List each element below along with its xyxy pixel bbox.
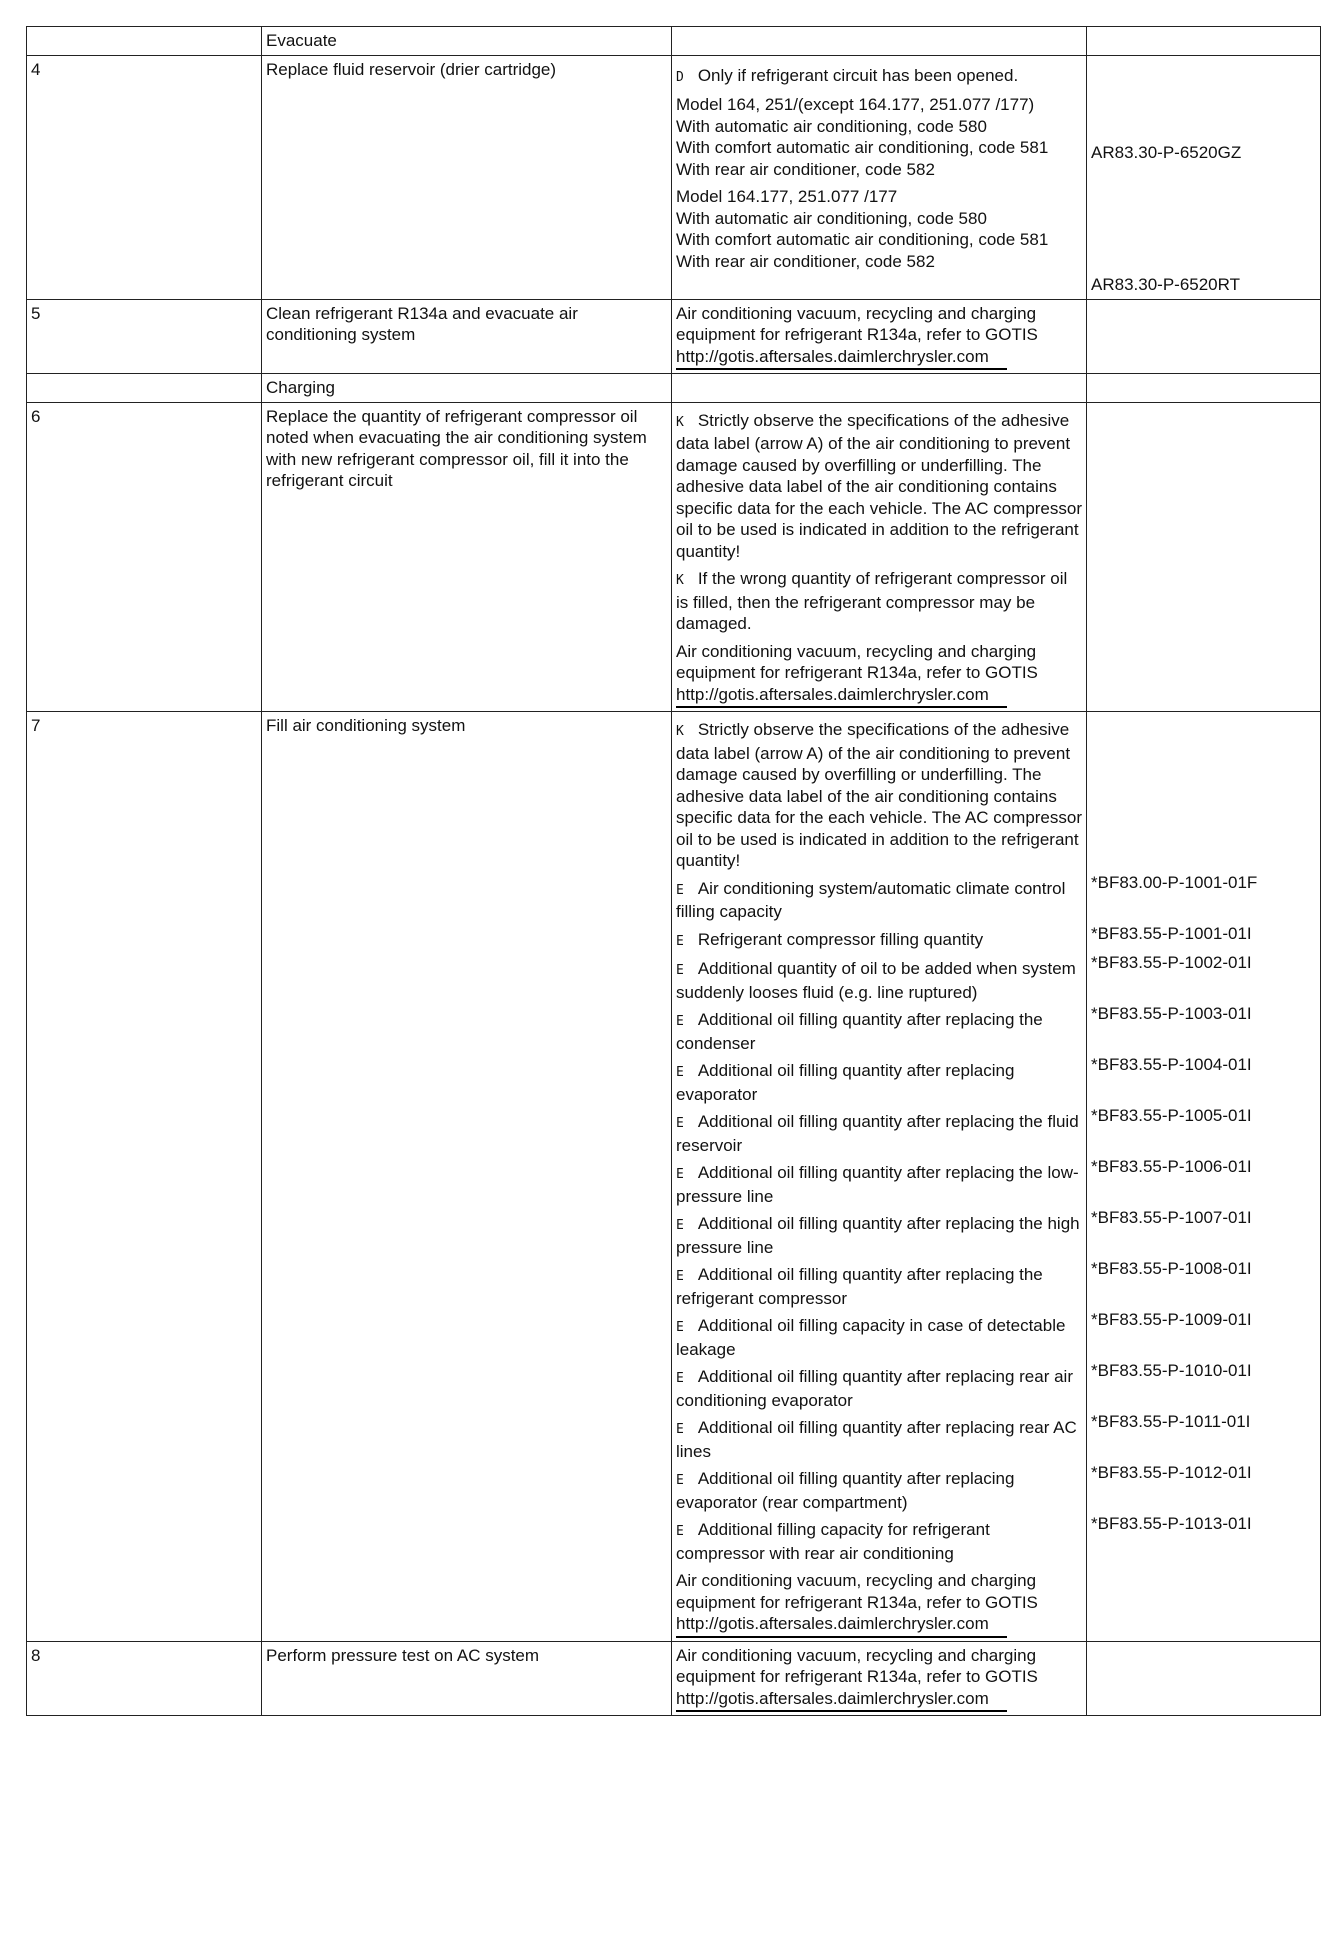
fill-spec-item: E Air conditioning system/automatic climate control filling capacity	[676, 878, 1066, 921]
doc-reference-link[interactable]: *BF83.00-P-1001-01F	[1091, 873, 1258, 892]
gotis-link[interactable]: http://gotis.aftersales.daimlerchrysler.com	[676, 684, 1007, 709]
fill-spec-item: E Additional oil filling quantity after replacing the refrigerant compressor	[676, 1265, 1043, 1308]
step-task: Perform pressure test on AC system	[262, 1641, 672, 1716]
caution-block: K Strictly observe the specifications of the adhesive data label (arrow A) of the air conditioning to prevent damage caused by overfilling or underfilling. The adhesive data label of the air conditioning contains specific data for the each vehicle. The AC compressor oil to be used is indicated in addition to the refrigerant quantity!	[676, 720, 1082, 870]
fill-spec-item: E Additional filling capacity for refrigerant compressor with rear air conditioning	[676, 1520, 990, 1563]
gotis-link[interactable]: http://gotis.aftersales.daimlerchrysler.com	[676, 346, 1007, 371]
gotis-link[interactable]: http://gotis.aftersales.daimlerchrysler.com	[676, 1688, 1007, 1713]
doc-reference-link[interactable]: *BF83.55-P-1006-01I	[1091, 1157, 1252, 1176]
spec-e-icon: E	[676, 1524, 684, 1539]
doc-reference-link[interactable]: *BF83.55-P-1011-01I	[1091, 1412, 1251, 1431]
step-task: Replace fluid reservoir (drier cartridge)	[262, 55, 672, 299]
spec-e-icon: E	[676, 963, 684, 978]
reference-list	[1091, 872, 1316, 1535]
step-notes	[672, 712, 1087, 1642]
fill-spec-item: E Additional oil filling quantity after replacing evaporator (rear compartment)	[676, 1469, 1015, 1512]
step-number: 4	[27, 55, 262, 299]
spec-e-icon: E	[676, 1167, 684, 1182]
note-d-icon: D	[676, 69, 684, 85]
doc-reference-link[interactable]: *BF83.55-P-1003-01I	[1091, 1004, 1252, 1023]
equipment-note: Air conditioning vacuum, recycling and charging equipment for refrigerant R134a, refer to GOTIS	[676, 1645, 1038, 1686]
doc-reference-link[interactable]: *BF83.55-P-1009-01I	[1091, 1310, 1252, 1329]
step-number: 8	[27, 1641, 262, 1716]
step-refs	[1087, 712, 1321, 1642]
fill-spec-item: E Additional oil filling quantity after replacing rear air conditioning evaporator	[676, 1367, 1073, 1410]
model-block-2: Model 164.177, 251.077 /177 With automatic air conditioning, code 580 With comfort automatic air conditioning, code 581 With rear air conditioner, code 582	[676, 187, 1049, 271]
model-block-1: Model 164, 251/(except 164.177, 251.077 /177) With automatic air conditioning, code 580 With comfort automatic air conditioning, code 581 With rear air conditioner, code 582	[676, 95, 1049, 179]
procedure-table	[26, 26, 1321, 1716]
step-notes	[672, 1641, 1087, 1716]
step-task: Fill air conditioning system	[262, 712, 672, 1642]
doc-reference-link[interactable]: *BF83.55-P-1013-01I	[1091, 1514, 1252, 1533]
fill-spec-item: E Additional oil filling quantity after replacing the low-pressure line	[676, 1163, 1079, 1206]
step-notes	[672, 55, 1087, 299]
equipment-note: Air conditioning vacuum, recycling and charging equipment for refrigerant R134a, refer to GOTIS	[676, 641, 1038, 682]
section-title: Evacuate	[262, 27, 672, 56]
equipment-note: Air conditioning vacuum, recycling and charging equipment for refrigerant R134a, refer to GOTIS	[676, 303, 1038, 344]
doc-reference-link[interactable]: AR83.30-P-6520RT	[1091, 275, 1240, 294]
fill-spec-item: E Additional quantity of oil to be added when system suddenly looses fluid (e.g. line ruptured)	[676, 959, 1076, 1002]
caution-block: K Strictly observe the specifications of the adhesive data label (arrow A) of the air conditioning to prevent damage caused by overfilling or underfilling. The adhesive data label of the air conditioning contains specific data for the each vehicle. The AC compressor oil to be used is indicated in addition to the refrigerant quantity!	[676, 410, 1082, 561]
fill-spec-item: E Additional oil filling quantity after replacing the fluid reservoir	[676, 1112, 1079, 1155]
note-block: D Only if refrigerant circuit has been opened.	[676, 65, 1019, 85]
doc-reference-link[interactable]: *BF83.55-P-1002-01I	[1091, 953, 1252, 972]
fill-spec-item: E Additional oil filling quantity after replacing the condenser	[676, 1010, 1043, 1053]
spec-e-icon: E	[676, 933, 684, 949]
section-title: Charging	[262, 374, 672, 403]
doc-reference-link[interactable]: *BF83.55-P-1007-01I	[1091, 1208, 1252, 1227]
caution-k-icon: K	[676, 724, 684, 739]
spec-e-icon: E	[676, 1014, 684, 1029]
fill-spec-item: E Additional oil filling quantity after replacing the high pressure line	[676, 1214, 1080, 1257]
spec-e-icon: E	[676, 1269, 684, 1284]
spec-e-icon: E	[676, 1116, 684, 1131]
section-row-evacuate	[27, 27, 1321, 56]
spec-e-icon: E	[676, 1065, 684, 1080]
spec-e-icon: E	[676, 882, 684, 898]
fill-spec-list	[676, 878, 1082, 1565]
equipment-note: Air conditioning vacuum, recycling and charging equipment for refrigerant R134a, refer to GOTIS	[676, 1571, 1038, 1612]
step-row-5	[27, 299, 1321, 374]
fill-spec-item: E Refrigerant compressor filling quantity	[676, 929, 984, 949]
doc-reference-link[interactable]: *BF83.55-P-1001-01I	[1091, 923, 1252, 943]
step-number: 7	[27, 712, 262, 1642]
step-row-4	[27, 55, 1321, 299]
spec-e-icon: E	[676, 1320, 684, 1335]
caution-block: K If the wrong quantity of refrigerant compressor oil is filled, then the refrigerant compressor may be damaged.	[676, 569, 1068, 633]
spec-e-icon: E	[676, 1473, 684, 1488]
fill-spec-item: E Additional oil filling quantity after replacing evaporator	[676, 1061, 1015, 1104]
caution-k-icon: K	[676, 573, 684, 588]
spec-e-icon: E	[676, 1218, 684, 1233]
step-number: 6	[27, 402, 262, 712]
doc-reference-link[interactable]: *BF83.55-P-1008-01I	[1091, 1259, 1252, 1278]
step-number: 5	[27, 299, 262, 374]
doc-reference-link[interactable]: *BF83.55-P-1004-01I	[1091, 1055, 1252, 1074]
step-row-8	[27, 1641, 1321, 1716]
step-refs	[1087, 55, 1321, 299]
doc-reference-link[interactable]: *BF83.55-P-1010-01I	[1091, 1361, 1252, 1380]
step-notes	[672, 299, 1087, 374]
step-row-7	[27, 712, 1321, 1642]
doc-reference-link[interactable]: *BF83.55-P-1012-01I	[1091, 1463, 1252, 1482]
section-row-charging	[27, 374, 1321, 403]
step-task: Clean refrigerant R134a and evacuate air conditioning system	[262, 299, 672, 374]
step-row-6	[27, 402, 1321, 712]
doc-reference-link[interactable]: *BF83.55-P-1005-01I	[1091, 1106, 1252, 1125]
spec-e-icon: E	[676, 1371, 684, 1386]
caution-k-icon: K	[676, 414, 684, 430]
step-notes	[672, 402, 1087, 712]
gotis-link[interactable]: http://gotis.aftersales.daimlerchrysler.com	[676, 1613, 1007, 1638]
step-task: Replace the quantity of refrigerant compressor oil noted when evacuating the air conditioning system with new refrigerant compressor oil, fill it into the refrigerant circuit	[262, 402, 672, 712]
spec-e-icon: E	[676, 1422, 684, 1437]
fill-spec-item: E Additional oil filling quantity after replacing rear AC lines	[676, 1418, 1077, 1461]
fill-spec-item: E Additional oil filling capacity in case of detectable leakage	[676, 1316, 1066, 1359]
doc-reference-link[interactable]: AR83.30-P-6520GZ	[1091, 142, 1242, 162]
